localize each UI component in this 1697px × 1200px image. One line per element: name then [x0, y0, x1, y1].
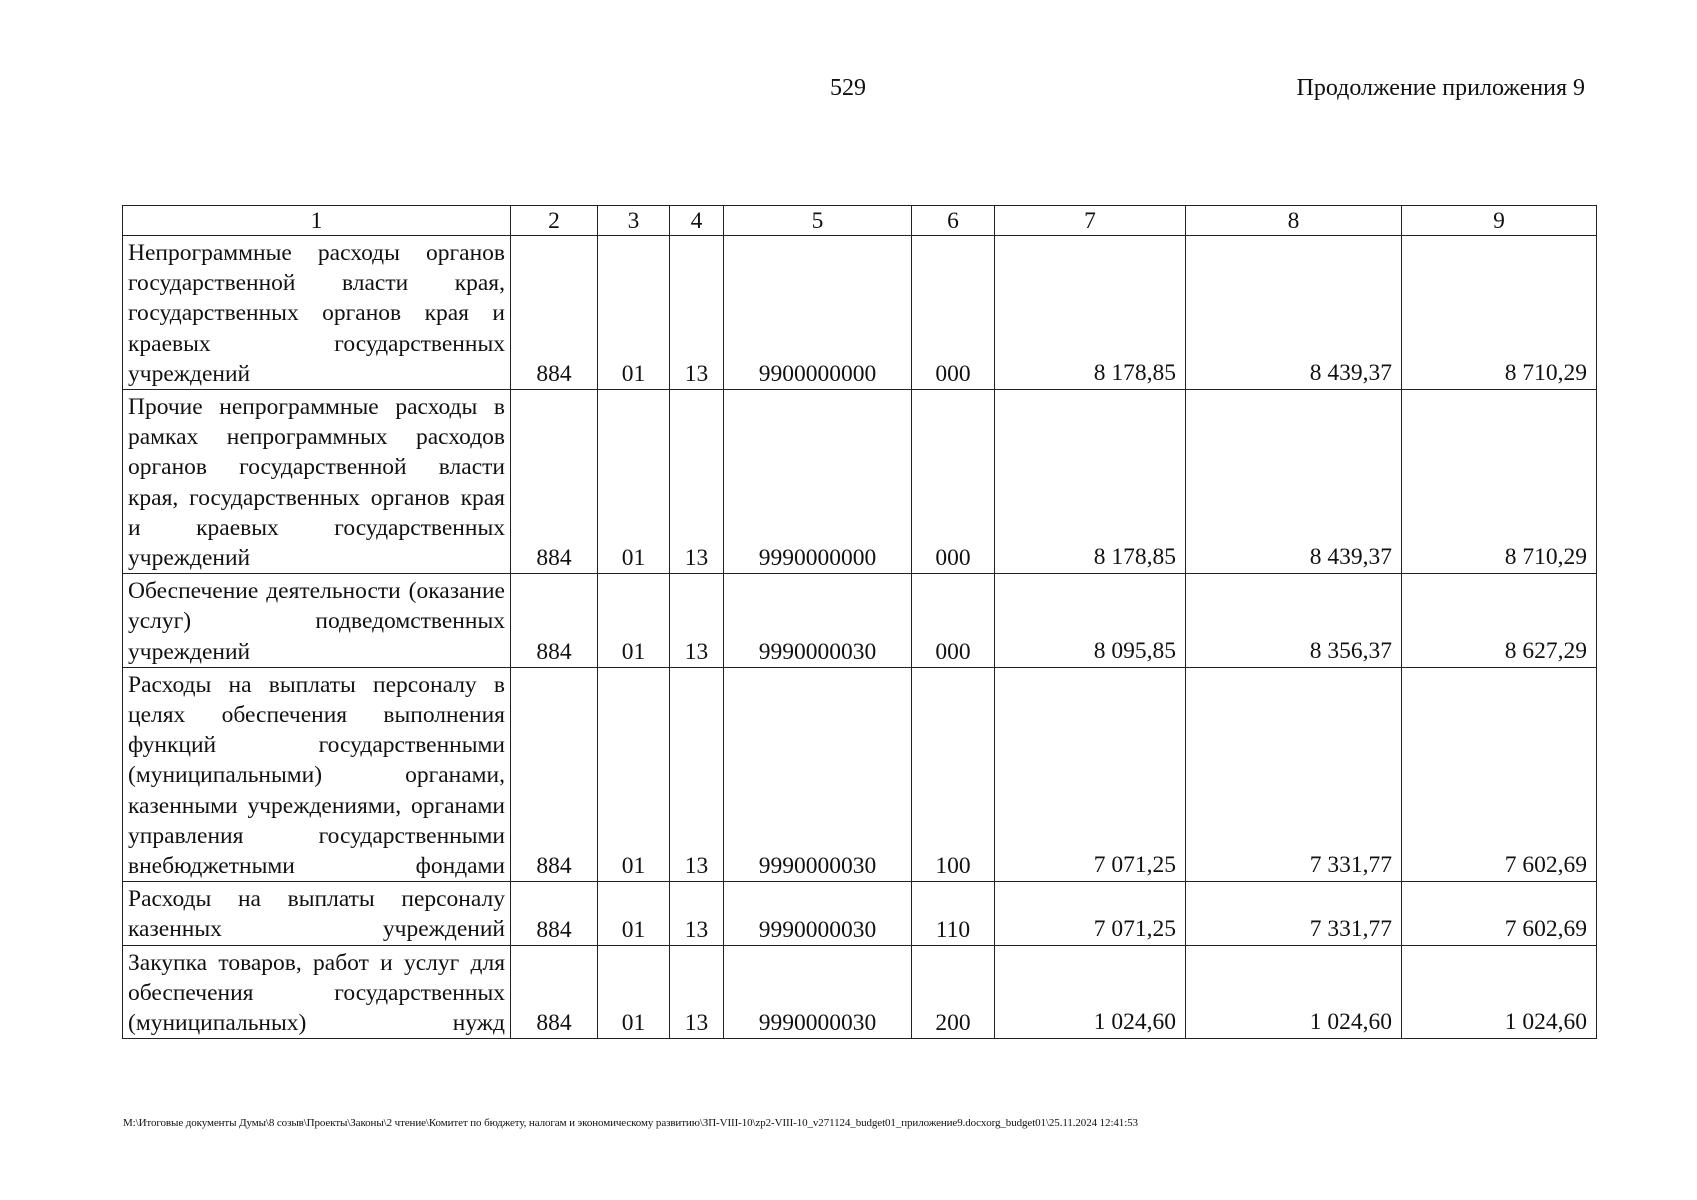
amount-col7: 8 178,85 — [995, 236, 1186, 390]
column-header: 6 — [912, 206, 995, 236]
column-header: 8 — [1186, 206, 1402, 236]
expense-type-code: 110 — [912, 882, 995, 945]
ministry-code: 884 — [511, 945, 598, 1039]
expense-name: Закупка товаров, работ и услуг для обеспечения государственных (муниципальных) нужд — [123, 945, 511, 1039]
target-article-code: 9990000000 — [724, 390, 912, 574]
document-file-path: M:\Итоговые документы Думы\8 созыв\Проекты\Законы\2 чтение\Комитет по бюджету, налогам и экономическому развитию\ЗП-VIII-10\zp2-VIII-10_v271124_budget01_приложение9.docxorg_budget01\25.11.2024 12:41:53 — [123, 1117, 1138, 1129]
amount-col7: 7 071,25 — [995, 882, 1186, 945]
table-row — [123, 882, 1597, 945]
ministry-code: 884 — [511, 390, 598, 574]
table-row — [123, 390, 1597, 574]
amount-col9: 8 710,29 — [1402, 236, 1597, 390]
column-header: 5 — [724, 206, 912, 236]
section-code: 01 — [598, 390, 670, 574]
column-header: 3 — [598, 206, 670, 236]
subsection-code: 13 — [670, 667, 724, 881]
target-article-code: 9990000030 — [724, 945, 912, 1039]
target-article-code: 9900000000 — [724, 236, 912, 390]
subsection-code: 13 — [670, 236, 724, 390]
amount-col8: 7 331,77 — [1186, 667, 1402, 881]
expense-name: Непрограммные расходы органов государственной власти края, государственных органов края и краевых государственных учреждений — [123, 236, 511, 390]
section-code: 01 — [598, 574, 670, 668]
column-header: 2 — [511, 206, 598, 236]
column-number-row — [123, 206, 1597, 236]
column-header: 1 — [123, 206, 511, 236]
page-number: 529 — [830, 75, 866, 101]
target-article-code: 9990000030 — [724, 882, 912, 945]
budget-table — [122, 205, 1597, 1039]
ministry-code: 884 — [511, 236, 598, 390]
expense-type-code: 000 — [912, 390, 995, 574]
amount-col7: 8 095,85 — [995, 574, 1186, 668]
subsection-code: 13 — [670, 945, 724, 1039]
expense-name: Прочие непрограммные расходы в рамках непрограммных расходов органов государственной власти края, государственных органов края и краевых государственных учреждений — [123, 390, 511, 574]
amount-col9: 1 024,60 — [1402, 945, 1597, 1039]
expense-name: Расходы на выплаты персоналу казенных учреждений — [123, 882, 511, 945]
section-code: 01 — [598, 882, 670, 945]
expense-type-code: 000 — [912, 574, 995, 668]
ministry-code: 884 — [511, 574, 598, 668]
amount-col9: 7 602,69 — [1402, 882, 1597, 945]
column-header: 4 — [670, 206, 724, 236]
appendix-continuation-label: Продолжение приложения 9 — [1296, 75, 1585, 101]
amount-col7: 7 071,25 — [995, 667, 1186, 881]
expense-type-code: 200 — [912, 945, 995, 1039]
target-article-code: 9990000030 — [724, 574, 912, 668]
expense-name: Расходы на выплаты персоналу в целях обеспечения выполнения функций государственными (муниципальными) органами, казенными учреждениями, органами управления государственными внебюджетными фондами — [123, 667, 511, 881]
section-code: 01 — [598, 667, 670, 881]
ministry-code: 884 — [511, 882, 598, 945]
expense-type-code: 100 — [912, 667, 995, 881]
amount-col7: 1 024,60 — [995, 945, 1186, 1039]
section-code: 01 — [598, 236, 670, 390]
amount-col8: 8 439,37 — [1186, 236, 1402, 390]
subsection-code: 13 — [670, 882, 724, 945]
subsection-code: 13 — [670, 390, 724, 574]
column-header: 9 — [1402, 206, 1597, 236]
amount-col8: 1 024,60 — [1186, 945, 1402, 1039]
table-row — [123, 945, 1597, 1039]
column-header: 7 — [995, 206, 1186, 236]
table-row — [123, 667, 1597, 881]
amount-col9: 8 627,29 — [1402, 574, 1597, 668]
amount-col9: 8 710,29 — [1402, 390, 1597, 574]
table-row — [123, 574, 1597, 668]
ministry-code: 884 — [511, 667, 598, 881]
amount-col7: 8 178,85 — [995, 390, 1186, 574]
table-row — [123, 236, 1597, 390]
expense-type-code: 000 — [912, 236, 995, 390]
subsection-code: 13 — [670, 574, 724, 668]
amount-col8: 8 356,37 — [1186, 574, 1402, 668]
amount-col8: 8 439,37 — [1186, 390, 1402, 574]
amount-col8: 7 331,77 — [1186, 882, 1402, 945]
target-article-code: 9990000030 — [724, 667, 912, 881]
amount-col9: 7 602,69 — [1402, 667, 1597, 881]
section-code: 01 — [598, 945, 670, 1039]
expense-name: Обеспечение деятельности (оказание услуг) подведомственных учреждений — [123, 574, 511, 668]
